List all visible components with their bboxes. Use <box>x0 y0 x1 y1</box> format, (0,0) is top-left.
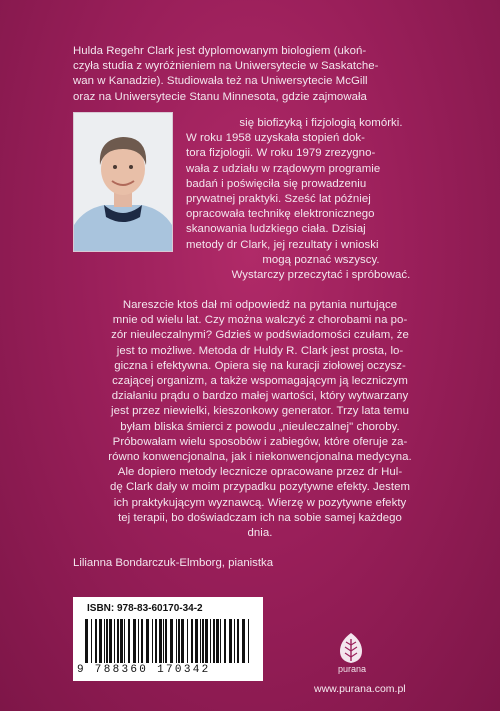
testimonial-line: Nareszcie ktoś dał mi odpowiedź na pytania nurtujące <box>122 299 398 311</box>
author-photo <box>73 112 173 252</box>
bio-line: opracowała technikę elektronicznego <box>186 208 375 221</box>
publisher-logo-text: purana <box>338 664 367 674</box>
testimonial-line: dę Clark dały w moim przypadku pozytywne efekty. Jestem <box>109 481 411 494</box>
testimonial-line: Próbowałam wielu sposobów i zabiegów, które oferuje za- <box>112 435 408 448</box>
bio-line: badań i poświęciła się prowadzeniu <box>186 177 367 190</box>
barcode-icon <box>85 619 253 665</box>
barcode-number: 9 788360 170342 <box>77 664 211 676</box>
testimonial-line: ich praktykującym wyznawcą. Wierzę w pozytywne efekty <box>113 496 407 509</box>
testimonial-line: jest przez niewielki, kieszonkowy generator. Trzy lata temu <box>111 405 409 418</box>
bio-line: skanowania ludzkiego ciała. Dzisiaj <box>186 223 366 236</box>
publisher-leaf-logo-icon <box>334 631 368 665</box>
bio-line: czyła studia z wyróżnieniem na Uniwersytecie w Saskatche- <box>73 60 379 73</box>
testimonial-line: dnia. <box>247 527 273 540</box>
bio-line: oraz na Uniwersytecie Stanu Minnesota, gdzie zajmowała <box>73 90 367 103</box>
bio-line: Hulda Regehr Clark jest dyplomowanym biologiem (ukoń- <box>73 45 367 57</box>
author-portrait-image <box>74 113 172 251</box>
bio-paragraph-top <box>73 44 455 105</box>
bio-line: metody dr Clark, jej rezultaty i wnioski <box>186 238 379 251</box>
testimonial-line: Ale dopiero metody lecznicze opracowane przez dr Hul- <box>117 466 403 479</box>
bio-line: wan w Kanadzie). Studiowała też na Uniwersytecie McGill <box>73 75 368 88</box>
bio-line: się biofizyką i fizjologią komórki. <box>239 117 403 129</box>
testimonial-line: giczna i efektywna. Opiera się na kuracji ziołowej oczysz- <box>114 359 406 372</box>
testimonial-line: mnie od wielu lat. Czy można walczyć z chorobami na po- <box>112 314 408 327</box>
testimonial-line: zór nieuleczalnymi? Gdzieś w podświadomości czułam, że <box>111 329 409 342</box>
bio-line: W roku 1958 uzyskała stopień dok- <box>186 132 365 145</box>
testimonial-line: działaniu prądu o bardzo małej wartości, który wytwarzany <box>111 390 409 403</box>
testimonial-line: równo konwencjonalna, jak i niekonwencjonalna medycyna. <box>108 451 412 464</box>
bio-line: wała z udziału w rządowym programie <box>186 162 381 175</box>
bio-line: mogą poznać wszyscy. <box>262 253 380 266</box>
testimonial-line: byłam bliska śmierci z powodu „nieuleczalnej" choroby. <box>120 420 400 433</box>
isbn-label: ISBN: 978-83-60170-34-2 <box>87 603 203 614</box>
testimonial-line: czającej organizm, a także wspomagającym ją leczniczym <box>112 375 408 388</box>
testimonial-paragraph <box>65 298 455 541</box>
testimonial-signature: Lilianna Bondarczuk-Elmborg, pianistka <box>73 557 274 569</box>
bio-line: tora fizjologii. W roku 1979 zrezygno- <box>186 147 376 160</box>
bio-line: Wystarczy przeczytać i spróbować. <box>231 269 411 282</box>
isbn-barcode-box <box>73 597 263 681</box>
testimonial-line: tej terapii, bo doświadczam ich na sobie samej każdego <box>118 511 402 524</box>
publisher-url: www.purana.com.pl <box>314 683 406 695</box>
bio-paragraph-right <box>186 116 456 283</box>
testimonial-line: jest to możliwe. Metoda dr Huldy R. Clark jest prosta, lo- <box>116 344 404 357</box>
bio-line: prywatnej praktyki. Sześć lat później <box>186 193 371 206</box>
